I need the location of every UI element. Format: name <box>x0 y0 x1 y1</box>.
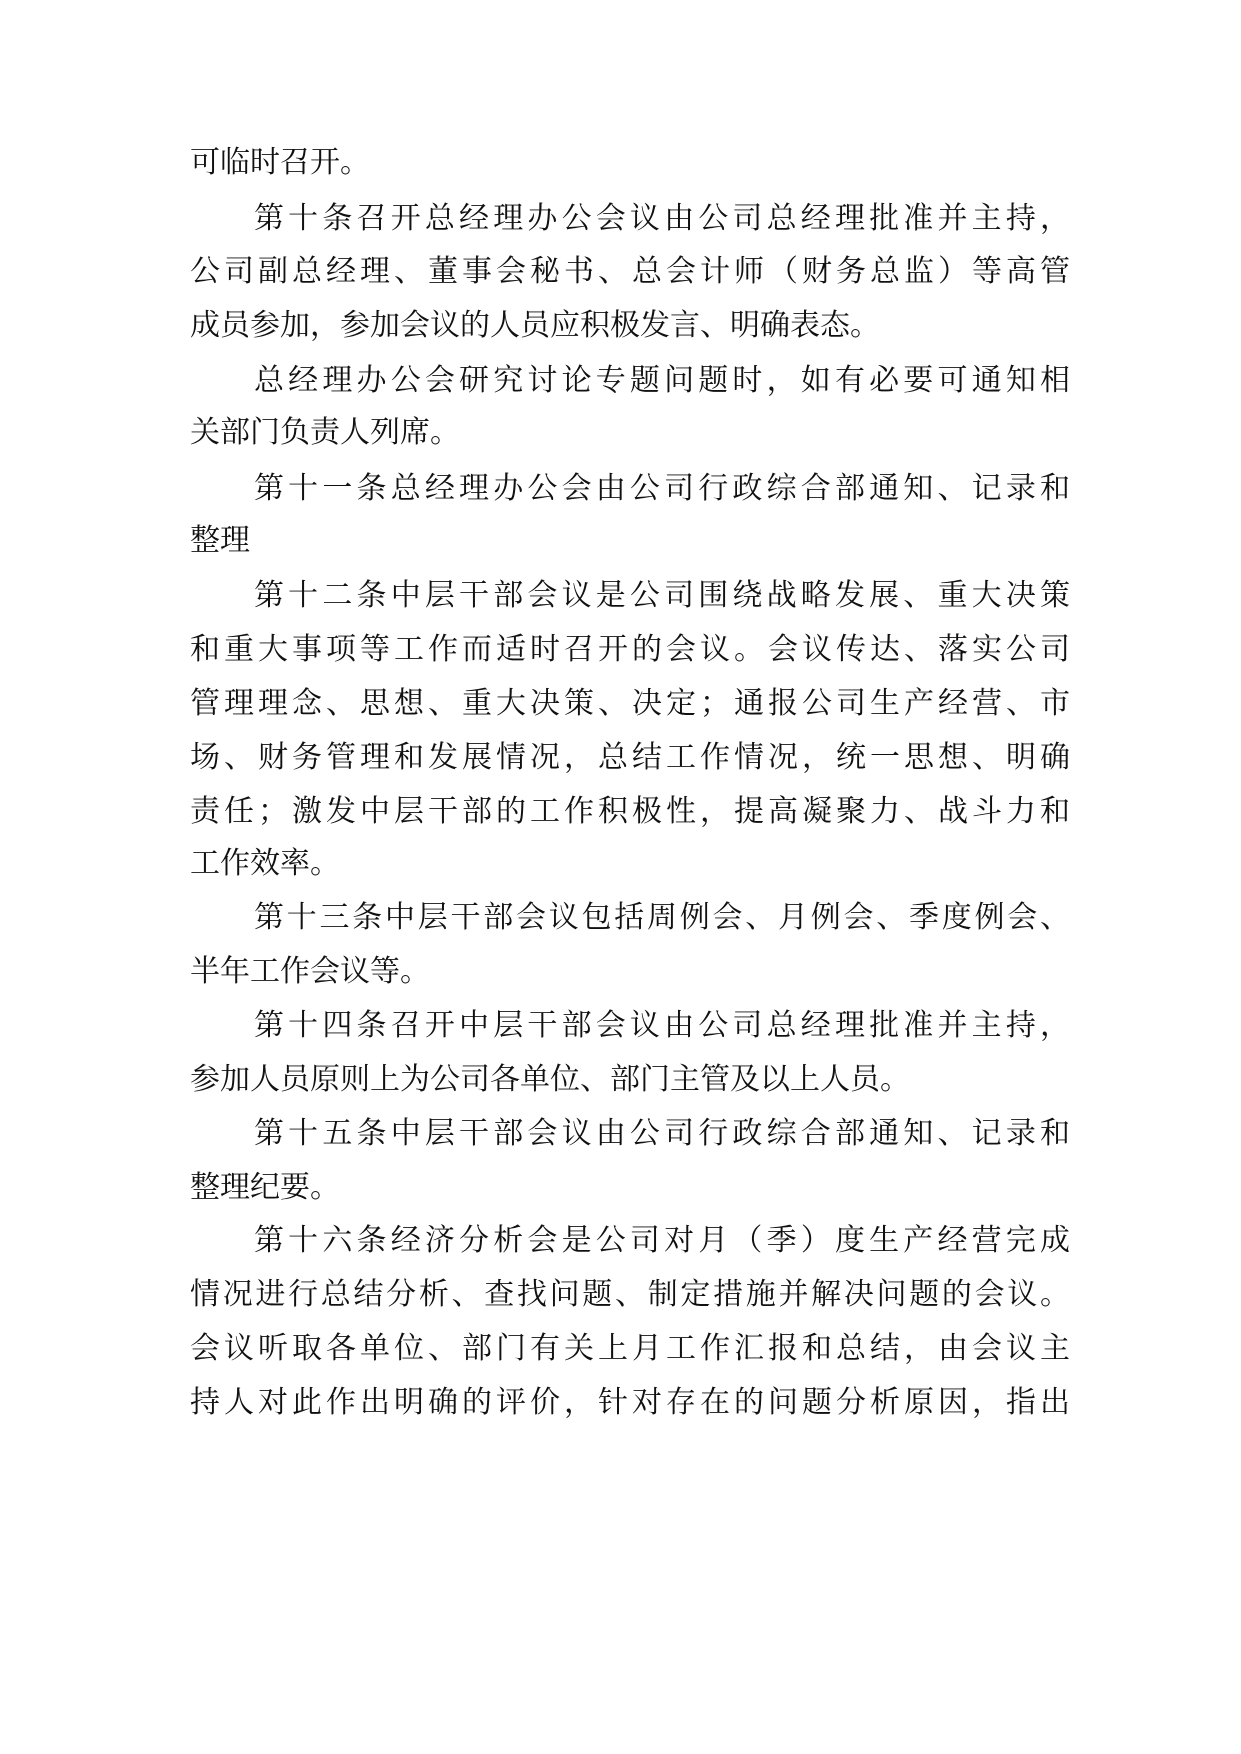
article-12-line: 第十二条中层干部会议是公司围绕战略发展、重大决策 <box>254 578 1070 613</box>
text-line: 管理理念、思想、重大决策、决定；通报公司生产经营、市 <box>190 686 1070 721</box>
text-line: 场、财务管理和发展情况，总结工作情况，统一思想、明确 <box>190 740 1070 775</box>
text-line: 公司副总经理、董事会秘书、总会计师（财务总监）等高管 <box>190 254 1070 289</box>
text-line: 半年工作会议等。 <box>190 954 430 989</box>
article-14-line: 第十四条召开中层干部会议由公司总经理批准并主持， <box>254 1008 1070 1043</box>
text-line: 可临时召开。 <box>190 145 370 180</box>
article-13-line: 第十三条中层干部会议包括周例会、月例会、季度例会、 <box>254 900 1070 935</box>
text-line: 关部门负责人列席。 <box>190 415 460 450</box>
text-line: 责任；激发中层干部的工作积极性，提高凝聚力、战斗力和 <box>190 794 1070 829</box>
text-line: 整理 <box>190 523 250 558</box>
text-line: 情况进行总结分析、查找问题、制定措施并解决问题的会议。 <box>190 1277 1070 1312</box>
text-line: 持人对此作出明确的评价，针对存在的问题分析原因，指出 <box>190 1385 1070 1420</box>
text-line: 和重大事项等工作而适时召开的会议。会议传达、落实公司 <box>190 632 1070 667</box>
text-line: 参加人员原则上为公司各单位、部门主管及以上人员。 <box>190 1062 910 1097</box>
document-page <box>190 0 1070 1754</box>
article-11-line: 第十一条总经理办公会由公司行政综合部通知、记录和 <box>254 471 1070 506</box>
text-line: 成员参加，参加会议的人员应积极发言、明确表态。 <box>190 308 880 343</box>
text-line: 工作效率。 <box>190 846 340 881</box>
article-16-line: 第十六条经济分析会是公司对月（季）度生产经营完成 <box>254 1223 1070 1258</box>
text-line: 总经理办公会研究讨论专题问题时，如有必要可通知相 <box>254 363 1070 398</box>
text-line: 会议听取各单位、部门有关上月工作汇报和总结，由会议主 <box>190 1331 1070 1366</box>
text-line: 整理纪要。 <box>190 1170 340 1205</box>
article-15-line: 第十五条中层干部会议由公司行政综合部通知、记录和 <box>254 1116 1070 1151</box>
article-10-line: 第十条召开总经理办公会议由公司总经理批准并主持， <box>254 201 1070 236</box>
